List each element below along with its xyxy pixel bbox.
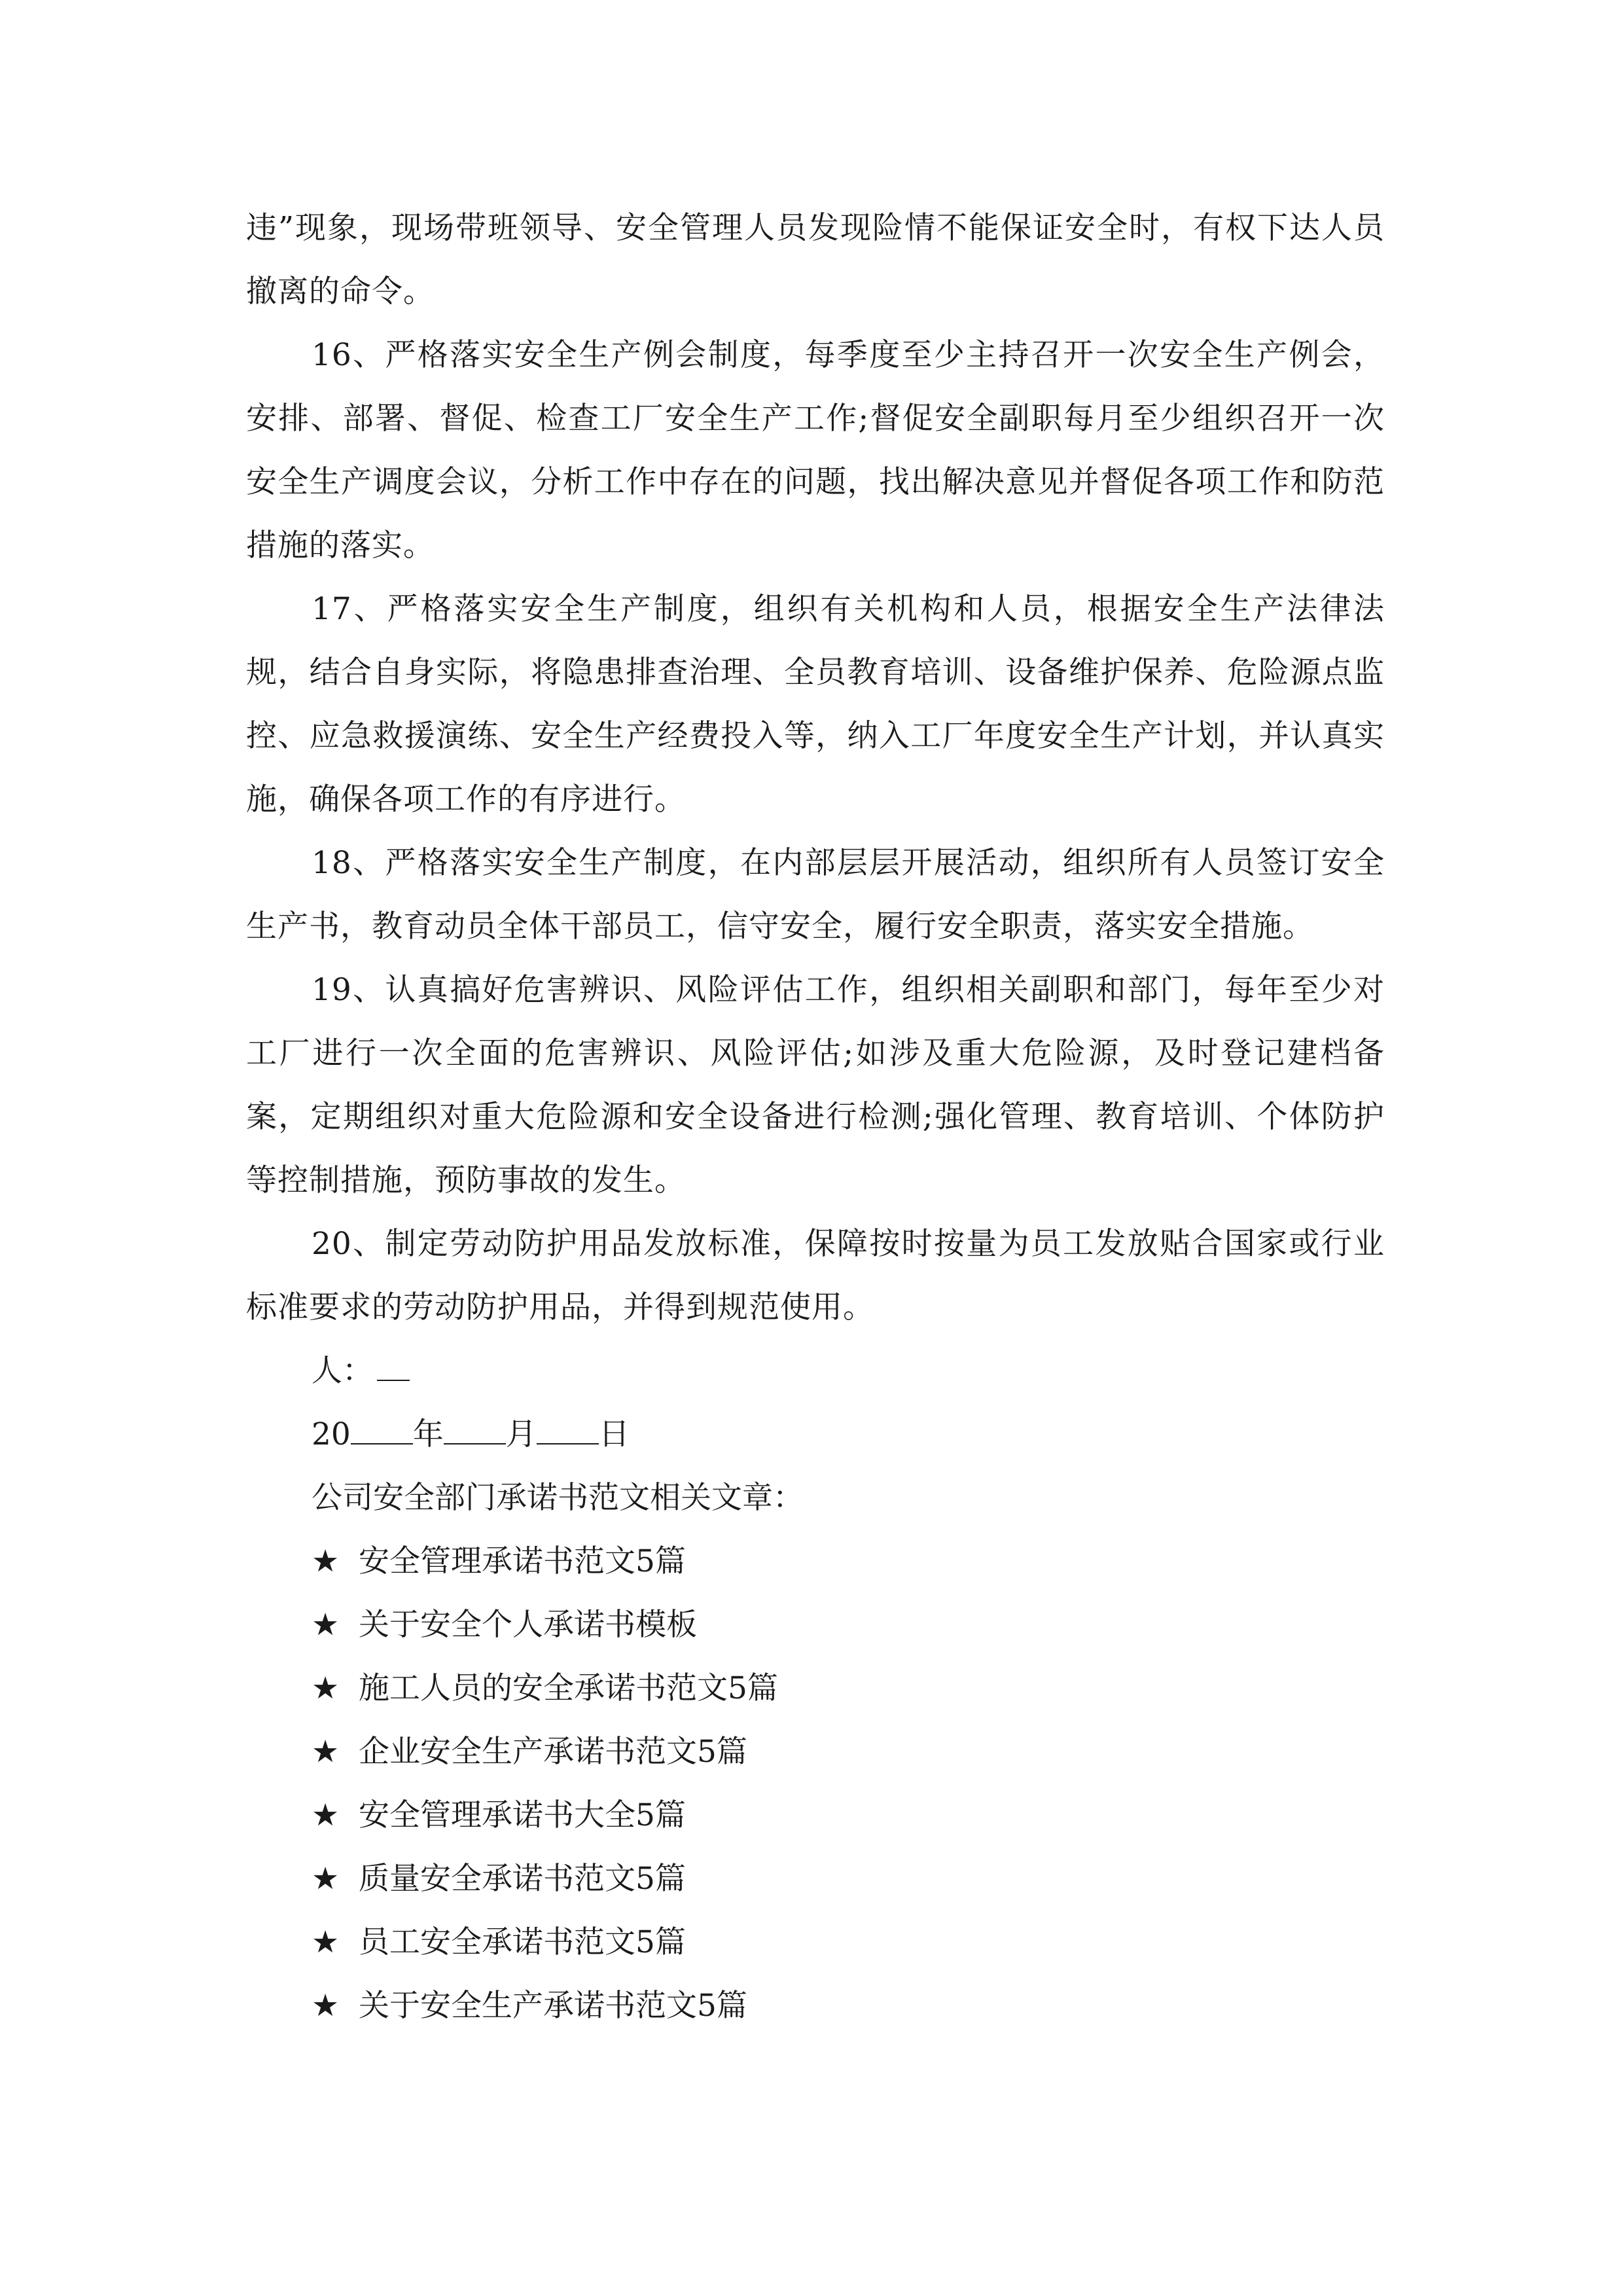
related-article-link[interactable]	[246, 1784, 1385, 1847]
paragraph-continuation: 违”现象，现场带班领导、安全管理人员发现险情不能保证安全时，有权下达人员撤离的命令。	[246, 210, 1385, 310]
paragraph-item-16: 16、严格落实安全生产例会制度，每季度至少主持召开一次安全生产例会，安排、部署、督促、检查工厂安全生产工作;督促安全副职每月至少组织召开一次安全生产调度会议，分析工作中存在的问题，找出解决意见并督促各项工作和防范措施的落实。	[246, 337, 1385, 564]
month-blank	[444, 1417, 506, 1444]
date-month-label: 月	[505, 1416, 537, 1452]
star-icon: ★	[312, 1924, 340, 1960]
star-icon: ★	[312, 1607, 340, 1643]
date-line	[246, 1403, 1385, 1466]
related-article-title: 关于安全生产承诺书范文5篇	[359, 1988, 747, 2024]
related-article-link[interactable]	[246, 1974, 1385, 2037]
paragraph-item-18: 18、严格落实安全生产制度，在内部层层开展活动，组织所有人员签订安全生产书，教育动员全体干部员工，信守安全，履行安全职责，落实安全措施。	[246, 845, 1385, 944]
related-articles-heading: 公司安全部门承诺书范文相关文章：	[312, 1480, 804, 1516]
related-article-link[interactable]	[246, 1530, 1385, 1593]
date-day-label: 日	[598, 1416, 630, 1452]
related-article-link[interactable]	[246, 1657, 1385, 1720]
related-article-title: 关于安全个人承诺书模板	[359, 1607, 697, 1643]
related-article-title: 安全管理承诺书大全5篇	[359, 1797, 686, 1833]
star-icon: ★	[312, 1543, 340, 1579]
signature-blank	[377, 1354, 410, 1381]
document-page	[246, 196, 1385, 2037]
day-blank	[537, 1417, 599, 1444]
paragraph-item-20: 20、制定劳动防护用品发放标准，保障按时按量为员工发放贴合国家或行业标准要求的劳动防护用品，并得到规范使用。	[246, 1226, 1385, 1325]
date-prefix: 20	[312, 1416, 351, 1452]
paragraph-item-17: 17、严格落实安全生产制度，组织有关机构和人员，根据安全生产法律法规，结合自身实际，将隐患排查治理、全员教育培训、设备维护保养、危险源点监控、应急救援演练、安全生产经费投入等，纳入工厂年度安全生产计划，并认真实施，确保各项工作的有序进行。	[246, 591, 1385, 817]
related-article-title: 施工人员的安全承诺书范文5篇	[359, 1670, 778, 1706]
star-icon: ★	[312, 1734, 340, 1770]
related-article-link[interactable]	[246, 1910, 1385, 1974]
related-article-title: 质量安全承诺书范文5篇	[359, 1861, 686, 1897]
related-article-title: 安全管理承诺书范文5篇	[359, 1543, 686, 1579]
related-articles-list	[246, 1530, 1385, 2037]
year-blank	[351, 1417, 413, 1444]
star-icon: ★	[312, 1670, 340, 1706]
date-year-label: 年	[412, 1416, 444, 1452]
related-article-link[interactable]	[246, 1593, 1385, 1657]
star-icon: ★	[312, 1861, 340, 1897]
star-icon: ★	[312, 1797, 340, 1833]
related-article-title: 员工安全承诺书范文5篇	[359, 1924, 686, 1960]
paragraph-item-19: 19、认真搞好危害辨识、风险评估工作，组织相关副职和部门，每年至少对工厂进行一次全面的危害辨识、风险评估;如涉及重大危险源，及时登记建档备案，定期组织对重大危险源和安全设备进行检测;强化管理、教育培训、个体防护等控制措施，预防事故的发生。	[246, 972, 1385, 1198]
signature-label: 人：	[312, 1353, 373, 1389]
related-article-link[interactable]	[246, 1847, 1385, 1910]
star-icon: ★	[312, 1988, 340, 2024]
related-article-link[interactable]	[246, 1720, 1385, 1784]
signature-line	[246, 1339, 1385, 1403]
related-article-title: 企业安全生产承诺书范文5篇	[359, 1734, 747, 1770]
